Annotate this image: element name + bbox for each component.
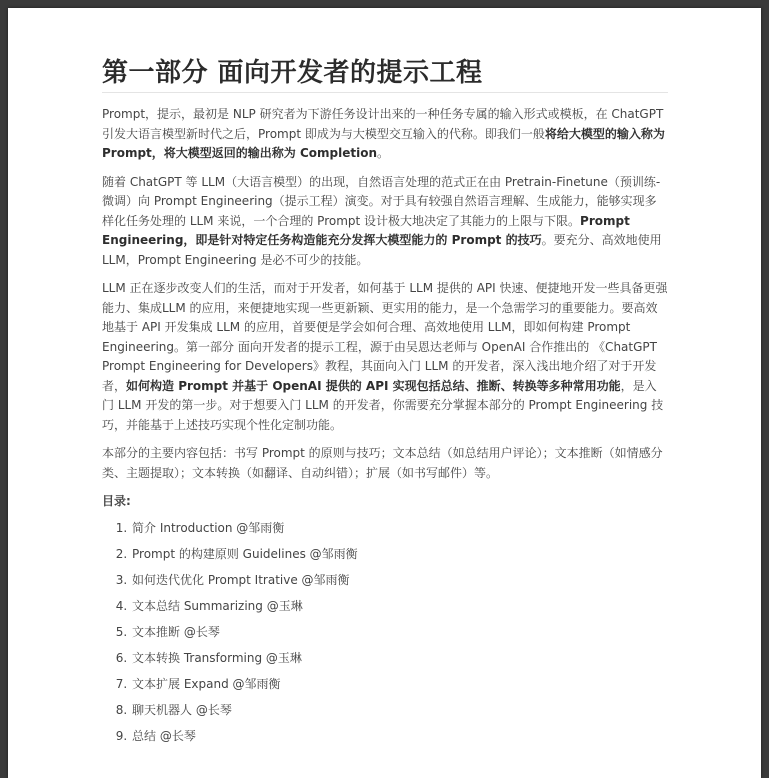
paragraph-text: Prompt，提示，最初是 NLP 研究者为下游任务设计出来的一种任务专属的输入形式或模板，在 ChatGPT 引发大语言模型新时代之后，Prompt 即成为与大模型交互输入的代称。即我们一般 (102, 107, 664, 141)
toc-item[interactable] (131, 598, 668, 614)
paragraph-text: 。要充分、高效地使用 LLM，Prompt Engineering 是必不可少的技能。 (102, 233, 662, 267)
paragraph-developers (102, 279, 668, 435)
toc-item[interactable] (131, 650, 668, 666)
bold-text: 如何构造 Prompt 并基于 OpenAI 提供的 API 实现包括总结、推断、转换等多种常用功能 (126, 378, 621, 393)
paragraph-prompt-engineering (102, 173, 668, 271)
toc-item[interactable] (131, 702, 668, 718)
bold-text: 将给大模型的输入称为 Prompt，将大模型返回的输出称为 Completion (102, 126, 665, 160)
toc-item-label[interactable]: 总结 @长琴 (132, 728, 196, 743)
document-content (102, 56, 668, 754)
toc-item-label[interactable]: 聊天机器人 @长琴 (132, 702, 232, 717)
toc-item[interactable] (131, 546, 668, 562)
toc-item[interactable] (131, 520, 668, 536)
paragraph-contents-summary: 本部分的主要内容包括：书写 Prompt 的原则与技巧；文本总结（如总结用户评论）；文本推断（如情感分类、主题提取）；文本转换（如翻译、自动纠错）；扩展（如书写邮件）等。 (102, 446, 663, 480)
toc-item-label[interactable]: 文本推断 @长琴 (132, 624, 220, 639)
toc-title: 目录: (102, 494, 131, 508)
document-page (8, 8, 761, 778)
toc-item-label[interactable]: 文本扩展 Expand @邹雨衡 (132, 676, 281, 691)
toc-item-label[interactable]: 简介 Introduction @邹雨衡 (132, 520, 285, 535)
toc-item-label[interactable]: 如何迭代优化 Prompt Itrative @邹雨衡 (132, 572, 350, 587)
paragraph-text: 随着 ChatGPT 等 LLM（大语言模型）的出现，自然语言处理的范式正在由 Pretrain-Finetune（预训练-微调）向 Prompt Engineering（提示工程）演变。对于具有较强自然语言理解、生成能力，能够实现多样化任务处理的 LLM 来说，一个合理的 Prompt 设计极大地决定了其能力的上限与下限。 (102, 174, 661, 228)
paragraph-text: ，是入门 LLM 开发的第一步。对于想要入门 LLM 的开发者，你需要充分掌握本部分的 Prompt Engineering 技巧，并能基于上述技巧实现个性化定制功能。 (102, 378, 664, 432)
bold-text: Prompt Engineering，即是针对特定任务构造能充分发挥大模型能力的 Prompt 的技巧 (102, 213, 630, 247)
page-title: 第一部分 面向开发者的提示工程 (102, 56, 668, 93)
toc-item-label[interactable]: 文本转换 Transforming @玉琳 (132, 650, 302, 665)
table-of-contents (102, 520, 668, 744)
paragraph-text: LLM 正在逐步改变人们的生活，而对于开发者，如何基于 LLM 提供的 API 快速、便捷地开发一些具备更强能力、集成LLM 的应用，来便捷地实现一些更新颖、更实用的能力，是一个急需学习的重要能力。要高效地基于 API 开发集成 LLM 的应用，首要便是学会如何合理、高效地使用 LLM，即如何构建 Prompt Engineering。第一部分 面向开发者的提示工程，源于由吴恩达老师与 OpenAI 合作推出的 《ChatGPT Prompt Engineering for Developers》教程，其面向入门 LLM 的开发者，深入浅出地介绍了对于开发者， (102, 281, 668, 393)
paragraph-prompt-intro (102, 105, 668, 164)
toc-item[interactable] (131, 624, 668, 640)
toc-item-label[interactable]: 文本总结 Summarizing @玉琳 (132, 598, 303, 613)
toc-item[interactable] (131, 676, 668, 692)
toc-item[interactable] (131, 728, 668, 744)
paragraph-text: 。 (377, 146, 390, 160)
toc-item-label[interactable]: Prompt 的构建原则 Guidelines @邹雨衡 (132, 546, 358, 561)
toc-item[interactable] (131, 572, 668, 588)
